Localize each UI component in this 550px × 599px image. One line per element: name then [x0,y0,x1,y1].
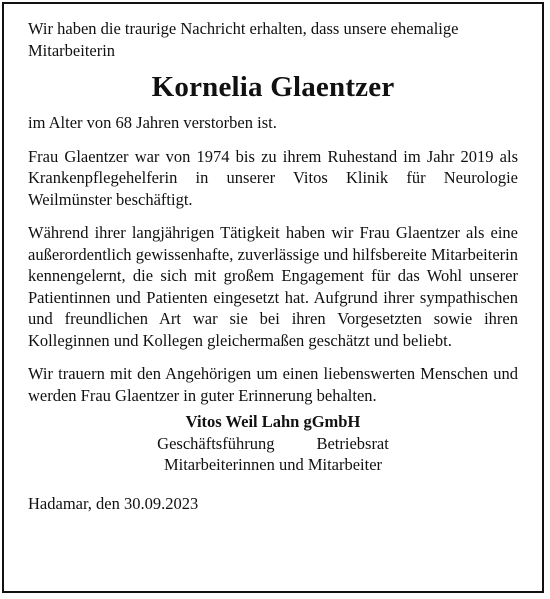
obituary-notice [2,2,544,593]
mourning-paragraph: Wir trauern mit den Angehörigen um einen liebenswerten Menschen und werden Frau Glaentzer in guter Erinnerung behalten. [28,364,518,405]
tribute-paragraph: Während ihrer langjährigen Tätigkeit haben wir Frau Glaentzer als eine außerordentlich gewissenhafte, zuverlässige und hilfsbereite Mitarbeiterin kennengelernt, die sich mit großem Engagement für das Wohl unserer Patientinnen und Patienten eingesetzt hat. Aufgrund ihrer sympathischen und freundlichen Art war sie bei ihren Vorgesetzten sowie ihren Kolleginnen und Kollegen gleichermaßen geschätzt und beliebt. [28,223,518,350]
place-date: Hadamar, den 30.09.2023 [28,493,199,513]
career-paragraph: Frau Glaentzer war von 1974 bis zu ihrem Ruhestand im Jahr 2019 als Krankenpflegehelferin in unserer Vitos Klinik für Neurologie Weilmünster beschäftigt. [28,146,518,209]
signature-management: Geschäftsführung [157,433,275,453]
signature-organization: Vitos Weil Lahn gGmbH [185,412,361,431]
signature-row [28,433,518,455]
intro-text: Wir haben die traurige Nachricht erhalten, dass unsere ehemalige Mitarbeiterin [28,19,459,60]
signature-council: Betriebsrat [316,433,389,453]
age-line: im Alter von 68 Jahren verstorben ist. [28,113,277,132]
signature-staff: Mitarbeiterinnen und Mitarbeiter [163,455,383,474]
deceased-name: Kornelia Glaentzer [151,71,395,103]
